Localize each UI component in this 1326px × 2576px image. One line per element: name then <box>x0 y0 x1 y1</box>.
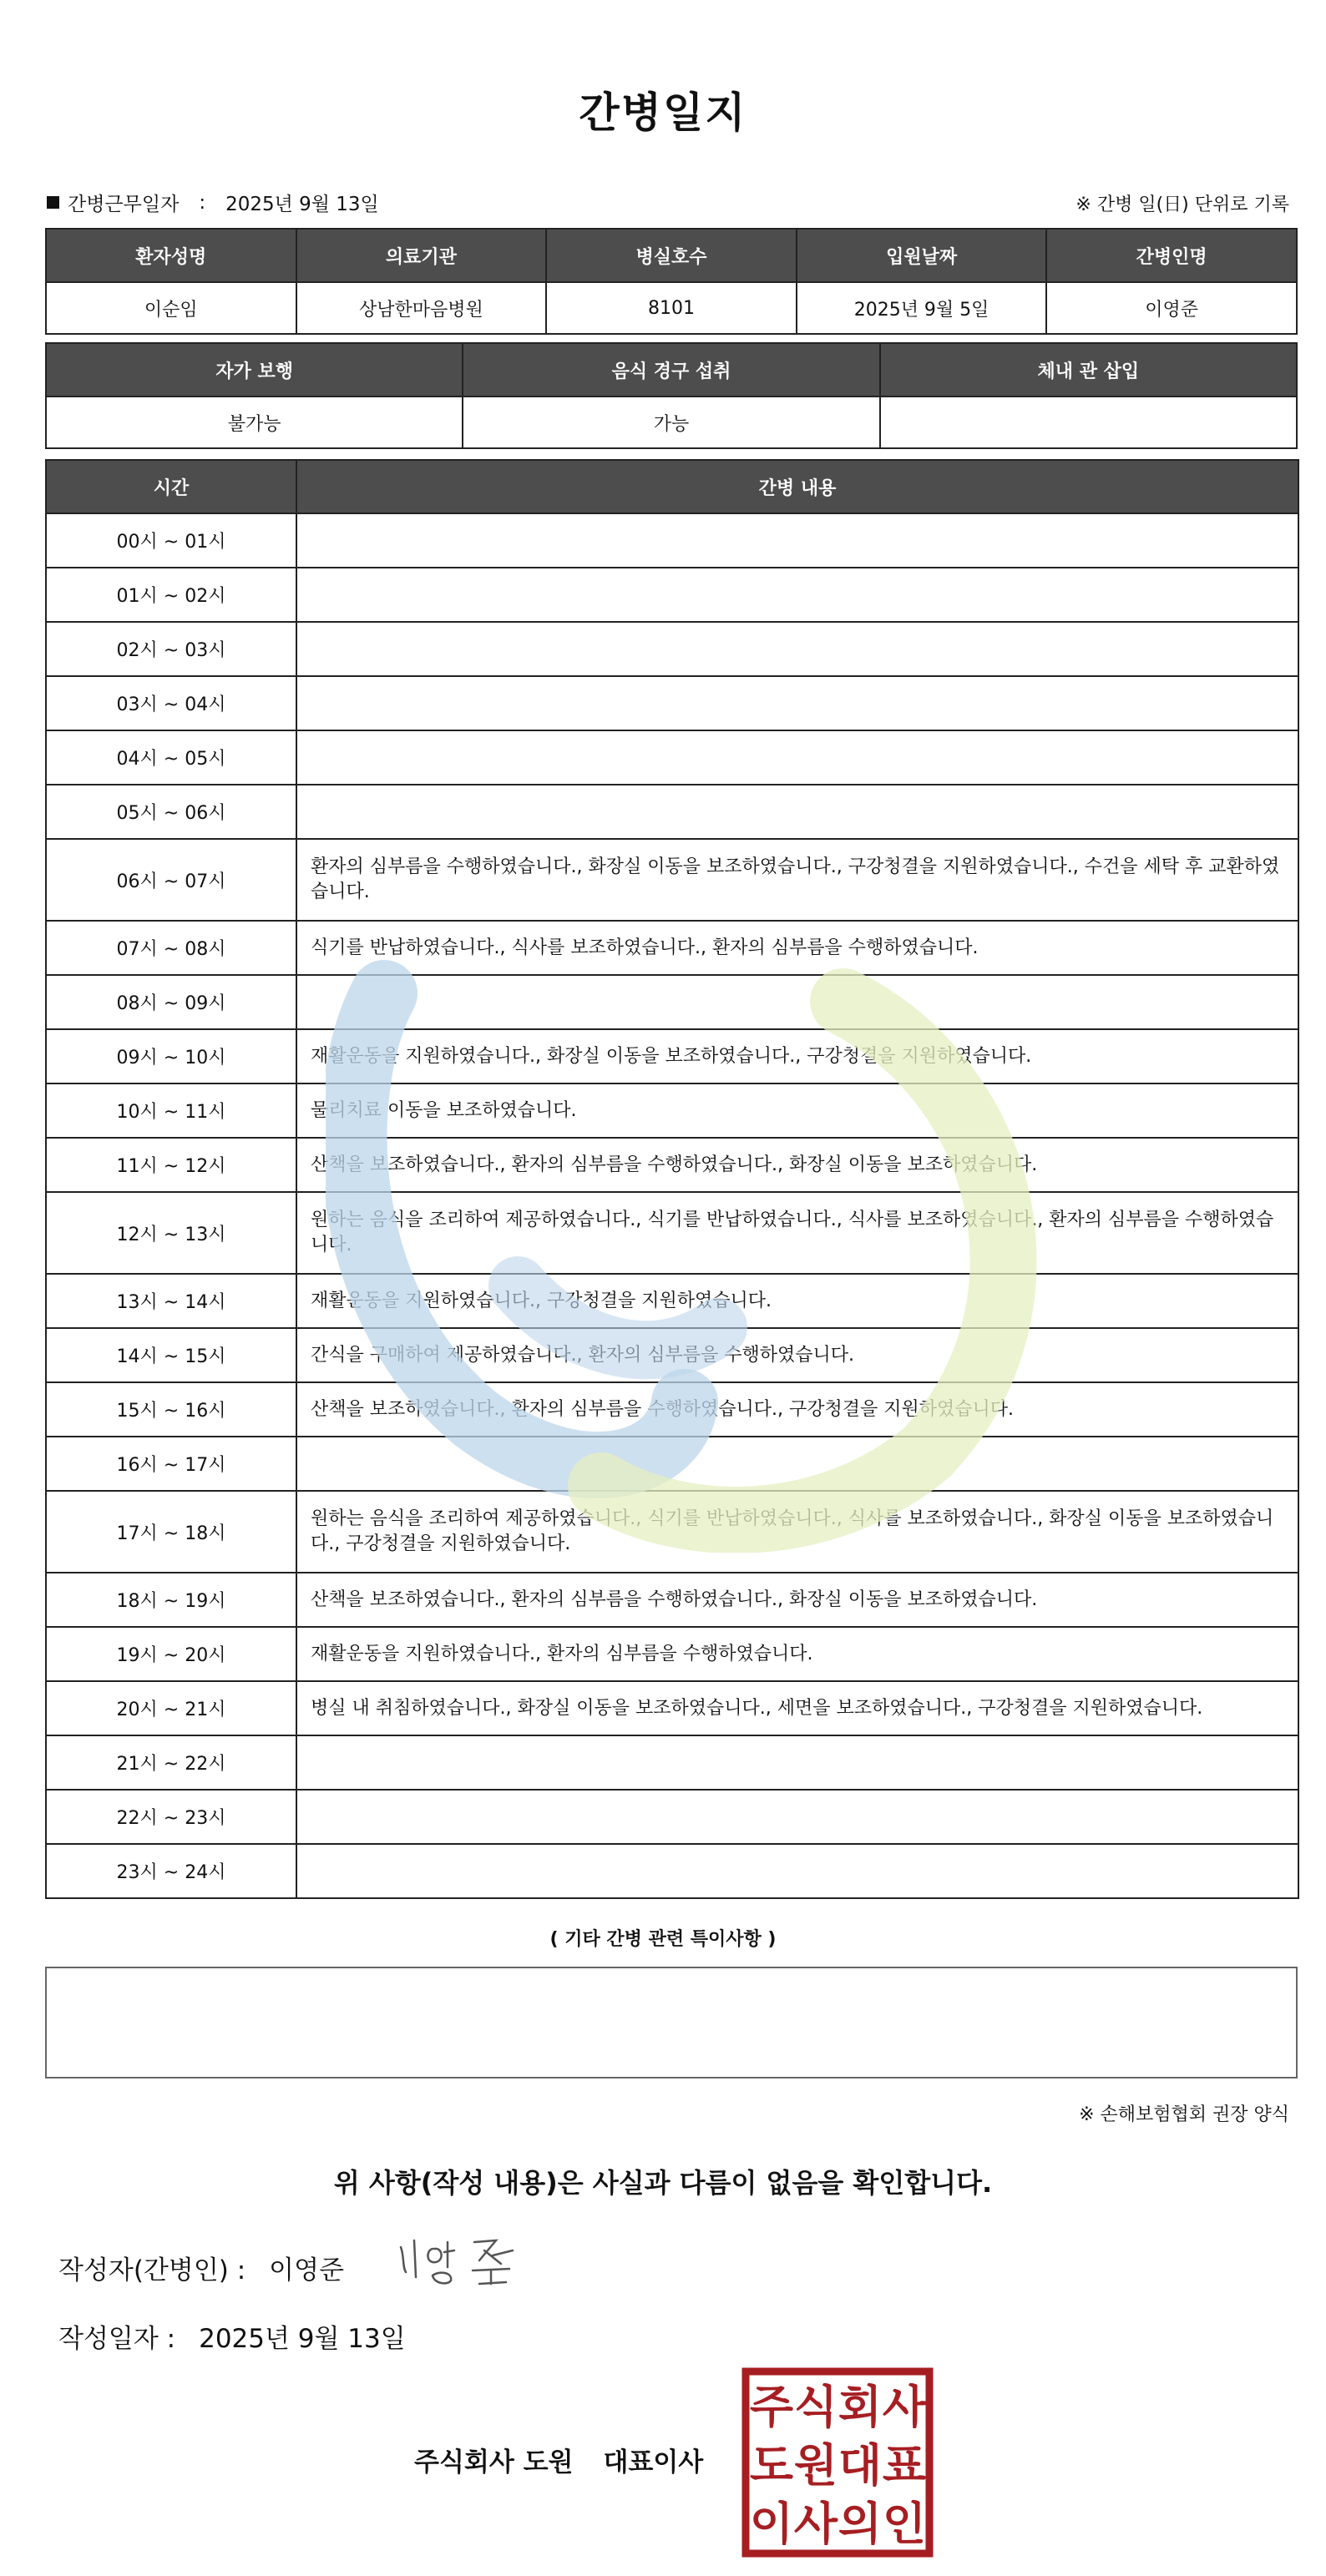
care-log-content <box>296 1844 1298 1898</box>
caregiver-name-value: 이영준 <box>1046 282 1297 334</box>
seal-character: 도 <box>749 2439 794 2492</box>
care-log-time: 16시 ~ 17시 <box>46 1437 296 1491</box>
seal-character: 사 <box>882 2381 927 2433</box>
care-log-row <box>46 1681 1298 1735</box>
work-date-separator: : <box>199 191 206 214</box>
header-room: 병실호수 <box>546 229 797 282</box>
unit-note: ※ 간병 일(日) 단위로 기록 <box>1075 194 1289 215</box>
care-log-row <box>46 513 1298 568</box>
care-log-content <box>296 513 1298 568</box>
care-log-row <box>46 1437 1298 1491</box>
header-admission-date: 입원날짜 <box>797 229 1047 282</box>
special-notes-title: ( 기타 간병 관련 특이사항 ) <box>549 1929 777 1950</box>
care-log-time: 14시 ~ 15시 <box>46 1328 296 1382</box>
form-note: ※ 손해보험협회 권장 양식 <box>1079 2104 1289 2125</box>
company-representative-title: 대표이사 <box>603 2447 704 2478</box>
care-log-time: 15시 ~ 16시 <box>46 1382 296 1437</box>
care-log-time: 21시 ~ 22시 <box>46 1735 296 1790</box>
hospital-value: 상남한마음병원 <box>296 282 547 334</box>
seal-character: 표 <box>882 2439 927 2492</box>
care-log-row <box>46 1192 1298 1274</box>
care-log-content: 재활운동을 지원하였습니다., 환자의 심부름을 수행하였습니다. <box>296 1627 1298 1681</box>
company-name: 주식회사 도원 <box>414 2447 574 2478</box>
header-time: 시간 <box>46 460 296 513</box>
status-value-row <box>46 397 1297 448</box>
seal-character: 주 <box>749 2381 794 2433</box>
care-log-body <box>46 513 1298 1898</box>
care-log-row <box>46 1735 1298 1790</box>
care-log-content: 재활운동을 지원하였습니다., 구강청결을 지원하였습니다. <box>296 1274 1298 1328</box>
care-log-row <box>46 1491 1298 1573</box>
care-log-time: 02시 ~ 03시 <box>46 622 296 676</box>
header-oral-intake: 음식 경구 섭취 <box>463 343 879 397</box>
care-log-content: 병실 내 취침하였습니다., 화장실 이동을 보조하였습니다., 세면을 보조하였습니다., 구강청결을 지원하였습니다. <box>296 1681 1298 1735</box>
care-log-row <box>46 1274 1298 1328</box>
care-log-row <box>46 1844 1298 1898</box>
header-care-content: 간병 내용 <box>296 460 1298 513</box>
care-log-time: 01시 ~ 02시 <box>46 568 296 622</box>
room-value: 8101 <box>546 282 797 334</box>
company-line <box>414 2441 703 2478</box>
care-log-row <box>46 622 1298 676</box>
tube-insertion-value <box>880 397 1297 448</box>
care-log-row <box>46 730 1298 785</box>
oral-intake-value: 가능 <box>463 397 879 448</box>
patient-info-header-row <box>46 229 1297 282</box>
care-log-row <box>46 1573 1298 1627</box>
care-log-row <box>46 1083 1298 1138</box>
header-patient-name: 환자성명 <box>46 229 296 282</box>
care-log-row <box>46 1029 1298 1083</box>
care-log-content: 원하는 음식을 조리하여 제공하였습니다., 식기를 반납하였습니다., 식사를 보조하였습니다., 환자의 심부름을 수행하였습니다. <box>296 1192 1298 1274</box>
care-log-time: 04시 ~ 05시 <box>46 730 296 785</box>
seal-character: 이 <box>749 2498 794 2550</box>
care-log-content: 재활운동을 지원하였습니다., 화장실 이동을 보조하였습니다., 구강청결을 지원하였습니다. <box>296 1029 1298 1083</box>
care-log-row <box>46 921 1298 975</box>
confirmation-statement: 위 사항(작성 내용)은 사실과 다름이 없음을 확인합니다. <box>333 2167 993 2199</box>
care-log-content <box>296 676 1298 730</box>
care-log-row <box>46 1328 1298 1382</box>
work-date-label: 간병근무일자 <box>68 194 180 215</box>
work-date <box>47 189 379 216</box>
care-log-row <box>46 785 1298 839</box>
header-tube-insertion: 체내 관 삽입 <box>880 343 1297 397</box>
seal-character: 회 <box>838 2381 883 2433</box>
header-hospital: 의료기관 <box>296 229 547 282</box>
patient-info-table <box>45 228 1298 335</box>
special-notes-box <box>45 1967 1298 2078</box>
care-log-time: 12시 ~ 13시 <box>46 1192 296 1274</box>
care-log-content <box>296 1790 1298 1844</box>
care-log-time: 23시 ~ 24시 <box>46 1844 296 1898</box>
care-log-row <box>46 1382 1298 1437</box>
care-log-row <box>46 1138 1298 1192</box>
patient-name-value: 이순임 <box>46 282 296 334</box>
care-log-time: 17시 ~ 18시 <box>46 1491 296 1573</box>
admission-date-value: 2025년 9월 5일 <box>797 282 1047 334</box>
care-log-row <box>46 975 1298 1029</box>
seal-character: 사 <box>793 2498 838 2550</box>
care-log-content <box>296 1437 1298 1491</box>
care-log-time: 19시 ~ 20시 <box>46 1627 296 1681</box>
care-log-time: 07시 ~ 08시 <box>46 921 296 975</box>
bullet-square-icon <box>47 196 59 209</box>
care-log-content <box>296 622 1298 676</box>
care-log-time: 06시 ~ 07시 <box>46 839 296 921</box>
care-log-content: 산책을 보조하였습니다., 환자의 심부름을 수행하였습니다., 구강청결을 지원하였습니다. <box>296 1382 1298 1437</box>
document-title: 간병일지 <box>579 88 747 137</box>
care-log-content <box>296 785 1298 839</box>
walking-value: 불가능 <box>46 397 463 448</box>
care-log-time: 11시 ~ 12시 <box>46 1138 296 1192</box>
care-log-content <box>296 975 1298 1029</box>
care-log-content: 산책을 보조하였습니다., 환자의 심부름을 수행하였습니다., 화장실 이동을 보조하였습니다. <box>296 1573 1298 1627</box>
care-log-time: 05시 ~ 06시 <box>46 785 296 839</box>
care-log-row <box>46 1627 1298 1681</box>
care-log-content <box>296 730 1298 785</box>
seal-character: 원 <box>793 2439 838 2492</box>
care-log-table <box>45 459 1299 1899</box>
written-date-line <box>58 2317 406 2355</box>
care-log-time: 20시 ~ 21시 <box>46 1681 296 1735</box>
seal-character: 식 <box>793 2381 838 2433</box>
writer-label: 작성자(간병인) : <box>58 2255 246 2286</box>
care-log-time: 18시 ~ 19시 <box>46 1573 296 1627</box>
care-log-content: 원하는 음식을 조리하여 제공하였습니다., 식기를 반납하였습니다., 식사를 보조하였습니다., 화장실 이동을 보조하였습니다., 구강청결을 지원하였습니다. <box>296 1491 1298 1573</box>
company-seal-stamp <box>741 2367 934 2558</box>
seal-character: 의 <box>838 2498 883 2550</box>
care-log-content: 물리치료 이동을 보조하였습니다. <box>296 1083 1298 1138</box>
care-log-content: 간식을 구매하여 제공하였습니다., 환자의 심부름을 수행하였습니다. <box>296 1328 1298 1382</box>
care-log-row <box>46 839 1298 921</box>
care-log-content: 식기를 반납하였습니다., 식사를 보조하였습니다., 환자의 심부름을 수행하였습니다. <box>296 921 1298 975</box>
care-log-time: 03시 ~ 04시 <box>46 676 296 730</box>
written-date-value: 2025년 9월 13일 <box>199 2324 406 2354</box>
care-log-content: 산책을 보조하였습니다., 환자의 심부름을 수행하였습니다., 화장실 이동을 보조하였습니다. <box>296 1138 1298 1192</box>
seal-character: 인 <box>882 2498 927 2550</box>
care-log-time: 08시 ~ 09시 <box>46 975 296 1029</box>
seal-character: 대 <box>838 2439 883 2492</box>
care-log-content: 환자의 심부름을 수행하였습니다., 화장실 이동을 보조하였습니다., 구강청결을 지원하였습니다., 수건을 세탁 후 교환하였습니다. <box>296 839 1298 921</box>
care-log-time: 10시 ~ 11시 <box>46 1083 296 1138</box>
care-log-content <box>296 1735 1298 1790</box>
care-log-time: 09시 ~ 10시 <box>46 1029 296 1083</box>
care-log-row <box>46 676 1298 730</box>
care-log-time: 22시 ~ 23시 <box>46 1790 296 1844</box>
care-log-row <box>46 1790 1298 1844</box>
written-date-label: 작성일자 : <box>58 2324 176 2354</box>
header-walking: 자가 보행 <box>46 343 463 397</box>
writer-line <box>58 2249 344 2286</box>
care-log-time: 00시 ~ 01시 <box>46 513 296 568</box>
patient-info-value-row <box>46 282 1297 334</box>
patient-status-table <box>45 342 1298 449</box>
handwritten-signature <box>392 2230 526 2289</box>
work-date-value: 2025년 9월 13일 <box>225 194 379 215</box>
status-header-row <box>46 343 1297 397</box>
care-log-header-row <box>46 460 1298 513</box>
header-caregiver-name: 간병인명 <box>1046 229 1297 282</box>
care-log-content <box>296 568 1298 622</box>
care-log-row <box>46 568 1298 622</box>
writer-name: 이영준 <box>269 2255 345 2286</box>
care-log-time: 13시 ~ 14시 <box>46 1274 296 1328</box>
